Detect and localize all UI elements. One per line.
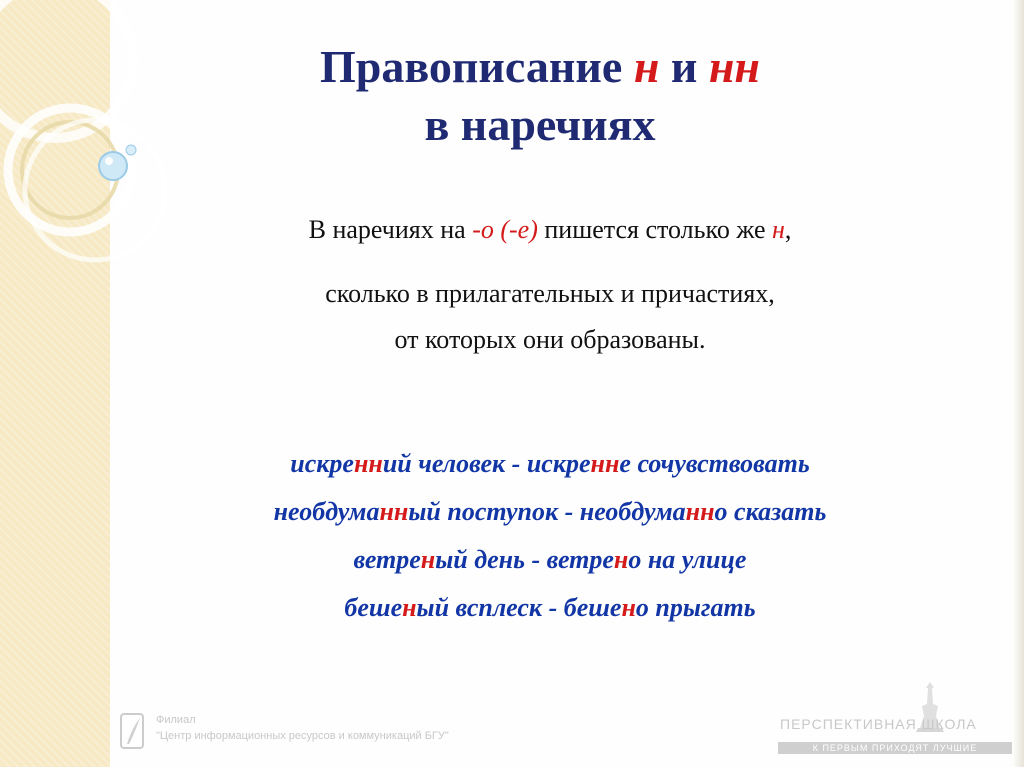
- brand-watermark: [770, 676, 1010, 760]
- example-line-3: ветреный день - ветрено на улице: [353, 545, 747, 574]
- example-line-2: необдуманный поступок - необдуманно сказать: [273, 497, 827, 526]
- decorative-rings: [0, 0, 170, 330]
- footer-line-1: Филиал: [156, 714, 196, 726]
- rule-line-1: В наречиях на -о (-е) пишется столько же н,: [308, 215, 792, 244]
- example-line-1: искренний человек - искренне сочувствовать: [290, 449, 810, 478]
- title-line-1: Правописание н и нн: [320, 41, 760, 92]
- footer-watermark: [120, 712, 540, 756]
- rule-line-2: сколько в прилагательных и причастиях,: [325, 279, 775, 308]
- slide-title: [190, 38, 890, 154]
- feather-logo-icon: [120, 712, 146, 752]
- footer-line-2: "Центр информационных ресурсов и коммуникаций БГУ": [156, 730, 449, 742]
- brand-line-2: К ПЕРВЫМ ПРИХОДЯТ ЛУЧШИЕ: [778, 742, 1012, 754]
- bubble-icon: [99, 152, 127, 180]
- title-line-2: в наречиях: [424, 99, 656, 150]
- rule-line-3: от которых они образованы.: [394, 325, 706, 354]
- brand-line-1: ПЕРСПЕКТИВНАЯ ШКОЛА: [780, 716, 977, 732]
- example-line-4: бешеный всплеск - бешено прыгать: [344, 593, 756, 622]
- slide-edge-shadow: [1012, 0, 1024, 767]
